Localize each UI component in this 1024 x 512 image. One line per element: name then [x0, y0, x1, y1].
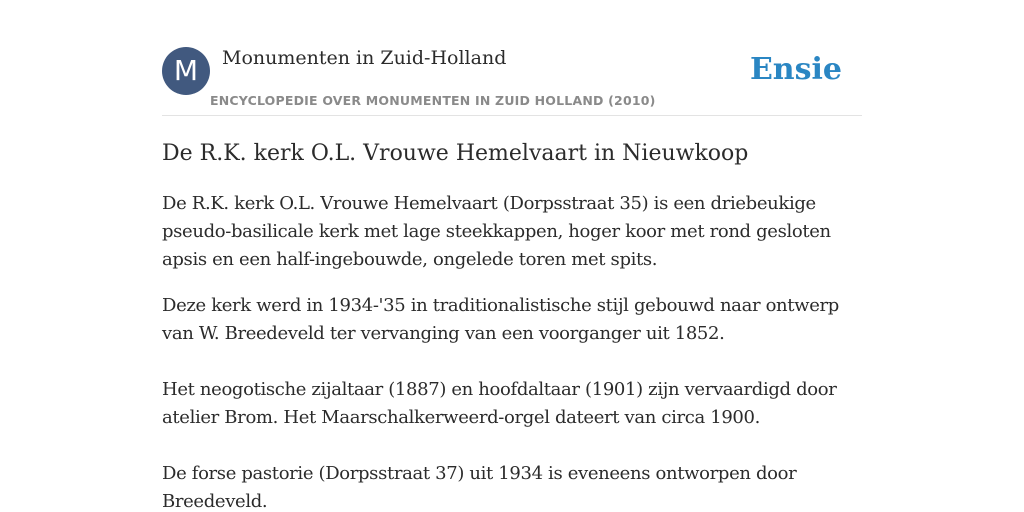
site-subtitle: ENCYCLOPEDIE OVER MONUMENTEN IN ZUID HOLLAND (2010)	[210, 93, 656, 108]
article-paragraph: Deze kerk werd in 1934-'35 in traditionalistische stijl gebouwd naar ontwerp van W. Breedeveld ter vervanging van een voorganger uit 1852.	[162, 295, 839, 344]
site-header	[162, 46, 862, 116]
article	[162, 138, 866, 512]
brand-logo[interactable]: Ensie	[749, 52, 842, 87]
article-paragraph: De forse pastorie (Dorpsstraat 37) uit 1934 is eveneens ontworpen door Breedeveld.	[162, 463, 797, 512]
article-title: De R.K. kerk O.L. Vrouwe Hemelvaart in Nieuwkoop	[162, 141, 749, 166]
article-paragraph: Het neogotische zijaltaar (1887) en hoofdaltaar (1901) zijn vervaardigd door atelier Brom. Het Maarschalkerweerd-orgel dateert van circa 1900.	[162, 379, 837, 428]
avatar[interactable]: M	[162, 47, 210, 95]
article-paragraph: De R.K. kerk O.L. Vrouwe Hemelvaart (Dorpsstraat 35) is een driebeukige pseudo-basilicale kerk met lage steekkappen, hoger koor met rond gesloten apsis en een half-ingebouwde, ongelede toren met spits.	[162, 193, 831, 270]
header-divider	[162, 115, 862, 116]
site-title[interactable]: Monumenten in Zuid-Holland	[222, 47, 507, 69]
